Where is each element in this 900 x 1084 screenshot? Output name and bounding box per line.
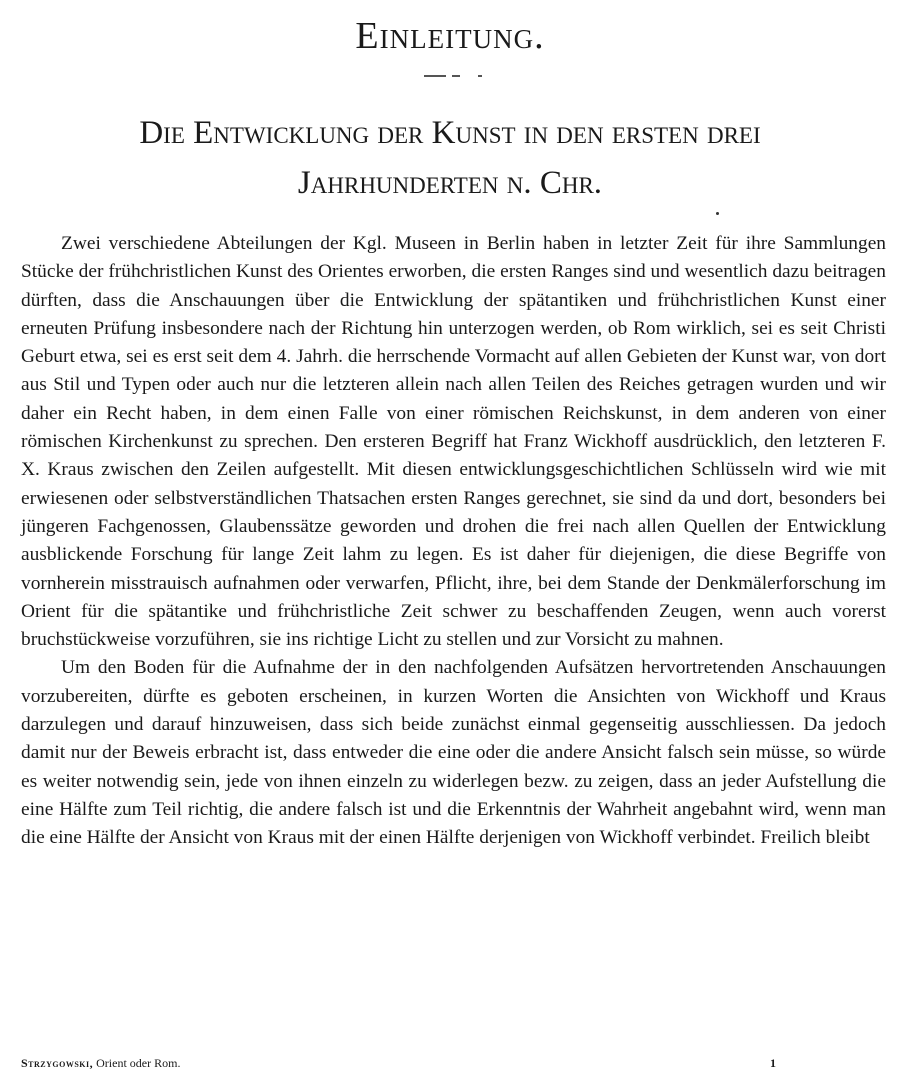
footer-work: Orient oder Rom.: [96, 1056, 181, 1070]
signature-mark: 1: [770, 1056, 776, 1070]
paragraph-1: Zwei verschiedene Abteilungen der Kgl. Museen in Berlin haben in letzter Zeit für ihre Sammlungen Stücke der frühchristlichen Kunst des Orientes erworben, die ersten Ranges sind und wesentlich dazu beitragen dürften, dass die Anschauungen über die Entwicklung der spätantiken und frühchristlichen Kunst einer erneuten Prüfung insbesondere nach der Richtung hin unterzogen werden, ob Rom wirklich, sei es seit Christi Geburt etwa, sei es erst seit dem 4. Jahrh. die herrschende Vormacht auf allen Gebieten der Kunst war, von dort aus Stil und Typen oder auch nur die letzteren allein nach allen Teilen des Reiches getragen wurden und wir daher ein Recht haben, in dem einen Falle von einer römischen Reichskunst, in dem anderen von einer römischen Kirchenkunst zu sprechen. Den ersteren Begriff hat Franz Wickhoff ausdrücklich, den letzteren F. X. Kraus zwischen den Zeilen aufgestellt. Mit diesen entwicklungsgeschichtlichen Schlüsseln wird wie mit erwiesenen oder selbstverständlichen Thatsachen ersten Ranges gerechnet, sie sind da und dort, besonders bei jüngeren Fachgenossen, Glaubenssätze geworden und drohen die frei nach allen Quellen der Entwicklung ausblickende Forschung für lange Zeit lahm zu legen. Es ist daher für diejenigen, die diese Begriffe von vornherein misstrauisch aufnahmen oder verwarfen, Pflicht, ihre, bei dem Stande der Denkmälerforschung im Orient für die spätantike und frühchristliche Zeit schwer zu beschaffenden Zeugen, wenn auch vorerst bruchstückweise vorzuführen, sie ins richtige Licht zu stellen und zur Vorsicht zu mahnen.: [21, 233, 886, 651]
section-title-line-1: Die Entwicklung der Kunst in den ersten drei: [139, 115, 761, 151]
print-speck: [716, 212, 719, 215]
footer-running-title: [21, 1055, 180, 1071]
section-title-line-2: Jahrhunderten n. Chr.: [297, 165, 603, 201]
footer-author: Strzygowski,: [21, 1056, 94, 1070]
page-footer: [21, 1055, 886, 1071]
paragraph-2: Um den Boden für die Aufnahme der in den nachfolgenden Aufsätzen hervortretenden Anschauungen vorzubereiten, dürfte es geboten erscheinen, in kurzen Worten die Ansichten von Wickhoff und Kraus darzulegen und darauf hinzuweisen, dass sich beide zunächst einmal gegenseitig ausschliessen. Da jedoch damit nur der Beweis erbracht ist, dass entweder die eine oder die andere Ansicht falsch sein müsse, so würde es weiter notwendig sein, jede von ihnen einzeln zu widerlegen bezw. zu zeigen, dass an jeder Aufstellung die eine Hälfte zum Teil richtig, die andere falsch ist und die Erkenntnis der Wahrheit angebahnt wird, wenn man die eine Hälfte der Ansicht von Kraus mit der einen Hälfte derjenigen von Wickhoff verbindet. Freilich bleibt: [21, 657, 886, 849]
title-ornament: [424, 74, 484, 78]
chapter-title: Einleitung.: [355, 15, 545, 57]
section-title: [20, 108, 880, 208]
body-text: [21, 230, 886, 853]
